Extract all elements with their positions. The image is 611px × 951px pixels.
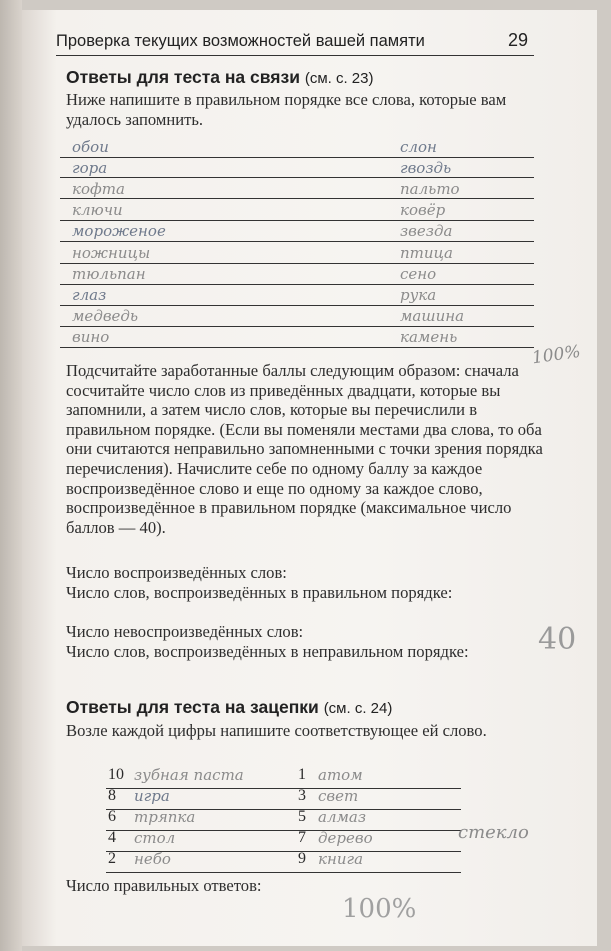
handwritten-answer: алмаз [318,808,367,826]
item-number: 2 [108,850,116,867]
item-number: 10 [108,766,124,783]
count-not-recalled-label: Число невоспроизведённых слов: [66,622,304,641]
section2-instruction: Возле каждой цифры напишите соответствующее ей слово. [66,721,487,740]
answer-line [60,220,534,221]
handwritten-answer: тряпка [134,808,196,826]
handwritten-answer: атом [318,766,363,784]
handwritten-percent: 100% [342,894,417,924]
handwritten-score-note: 100% [530,341,582,369]
answer-line [60,241,534,242]
correct-answers-label: Число правильных ответов: [66,876,262,895]
book-page [22,10,597,946]
handwritten-word: машина [400,307,465,325]
item-number: 3 [298,787,306,804]
section-heading-hooks: Ответы для теста на зацепки (см. с. 24) [66,697,393,717]
handwritten-word: мороженое [72,222,166,240]
handwritten-word: вино [72,328,110,346]
answer-line [60,305,534,306]
count-recalled-label: Число воспроизведённых слов: [66,563,287,582]
answer-line [60,177,534,178]
handwritten-answer: дерево [318,829,373,847]
header-rule [56,55,534,56]
item-number: 8 [108,787,116,804]
count-wrong-order-label: Число слов, воспроизведённых в неправильном порядке: [66,642,469,661]
handwritten-answer: свет [318,787,359,805]
handwritten-word: рука [400,286,437,304]
handwritten-word: пальто [400,180,460,198]
handwritten-answer: небо [134,850,171,868]
item-number: 4 [108,829,116,846]
running-title: Проверка текущих возможностей вашей памяти [56,32,425,50]
handwritten-word: ножницы [72,244,151,262]
handwritten-word: гора [72,159,108,177]
handwritten-word: сено [400,265,437,283]
answer-line [60,326,534,327]
page-number: 29 [508,30,529,50]
handwritten-word: глаз [72,286,107,304]
answer-line [60,198,534,199]
section1-instruction: Ниже напишите в правильном порядке все слова, которые вам удалось запомнить. [66,90,507,129]
answer-line [106,872,461,873]
handwritten-word: слон [400,138,437,156]
handwritten-word: тюльпан [72,265,146,283]
answer-line [60,263,534,264]
handwritten-answer: зубная паста [134,766,244,784]
item-number: 9 [298,850,306,867]
handwritten-answer: стол [134,829,176,847]
scoring-paragraph: Подсчитайте заработанные баллы следующим образом: сначала сосчитайте число слов из приведённых двадцати, которые вы запомнили, а затем число слов, которые вы перечислили в правильном порядке. (Если вы поменяли местами два слова, то оба они считаются неправильно запомненными с точки зрения порядка перечисления). Начислите себе по одному баллу за каждое воспроизведённое слово и еще по одному за каждое слово, воспроизведённое в правильном порядке (максимальное число баллов — 40). [66,361,543,537]
item-number: 1 [298,766,306,783]
book-spine-shadow [0,0,22,951]
count-correct-order-label: Число слов, воспроизведённых в правильном порядке: [66,583,453,602]
handwritten-answer: книга [318,850,364,868]
handwritten-word: звезда [400,222,453,240]
item-number: 5 [298,808,306,825]
section-heading-links: Ответы для теста на связи (см. с. 23) [66,67,374,87]
answer-line [60,347,534,348]
handwritten-total: 40 [538,622,577,657]
handwritten-word: гвоздь [400,159,452,177]
handwritten-word: птица [400,244,453,262]
answer-line [60,157,534,158]
handwritten-extra-word: стекло [458,822,529,843]
handwritten-word: кофта [72,180,125,198]
handwritten-word: медведь [72,307,139,325]
handwritten-word: обои [72,138,109,156]
handwritten-word: ключи [72,201,123,219]
item-number: 7 [298,829,306,846]
answer-line [60,284,534,285]
handwritten-answer: игра [134,787,170,805]
item-number: 6 [108,808,116,825]
handwritten-word: камень [400,328,458,346]
handwritten-word: ковёр [400,201,446,219]
